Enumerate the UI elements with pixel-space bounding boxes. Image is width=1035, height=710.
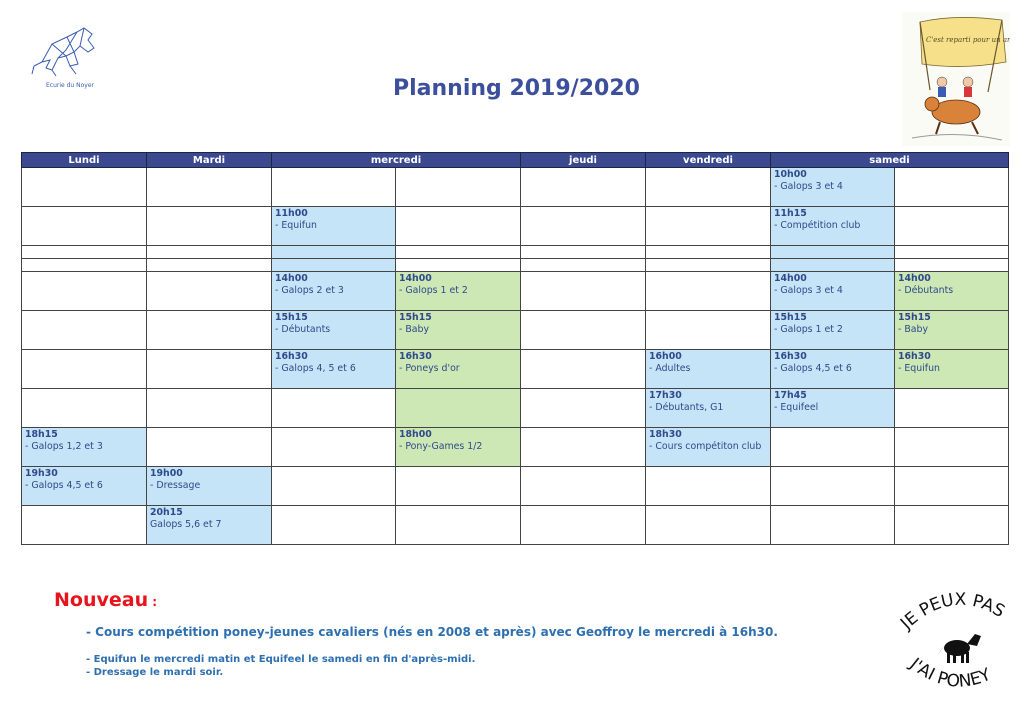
- session-description: Galops 5,6 et 7: [150, 519, 222, 530]
- session-description: - Galops 1,2 et 3: [25, 441, 103, 452]
- pony-cartoon-poster: [902, 12, 1010, 146]
- schedule-cell: [396, 389, 521, 428]
- pony-badge: [895, 588, 1020, 700]
- table-row: [22, 168, 1009, 207]
- schedule-cell: [272, 350, 396, 389]
- schedule-cell: [895, 467, 1009, 506]
- session-time: 11h00: [275, 208, 308, 219]
- session-time: 10h00: [774, 169, 807, 180]
- session-description: - Galops 1 et 2: [399, 285, 468, 296]
- schedule-cell: [396, 272, 521, 311]
- schedule-cell: [396, 207, 521, 246]
- column-header-mercredi: mercredi: [272, 153, 521, 168]
- session-time: 15h15: [399, 312, 432, 323]
- schedule-cell: [272, 428, 396, 467]
- schedule-cell: [22, 311, 147, 350]
- session-time: 16h30: [399, 351, 432, 362]
- column-header-vendredi: vendredi: [646, 153, 771, 168]
- schedule-cell: [147, 168, 272, 207]
- news-heading-text: Nouveau: [54, 589, 149, 611]
- schedule-cell: [396, 506, 521, 545]
- table-header-row: [22, 153, 1009, 168]
- session-description: - Cours compétiton club: [649, 441, 762, 452]
- schedule-cell: [771, 389, 895, 428]
- session-time: 19h00: [150, 468, 183, 479]
- schedule-cell: [396, 246, 521, 259]
- table-row: [22, 259, 1009, 272]
- schedule-cell: [895, 246, 1009, 259]
- schedule-cell: [272, 389, 396, 428]
- schedule-cell: [521, 350, 646, 389]
- schedule-cell: [22, 259, 147, 272]
- schedule-cell: [272, 311, 396, 350]
- session-time: 14h00: [774, 273, 807, 284]
- schedule-cell: [147, 272, 272, 311]
- schedule-cell: [22, 506, 147, 545]
- badge-bottom-text: J'AI PONEY: [905, 654, 994, 692]
- session-description: - Galops 2 et 3: [275, 285, 344, 296]
- schedule-cell: [895, 207, 1009, 246]
- news-heading-colon: :: [148, 595, 158, 609]
- table-row: [22, 207, 1009, 246]
- schedule-cell: [272, 168, 396, 207]
- schedule-cell: [272, 207, 396, 246]
- table-row: [22, 389, 1009, 428]
- table-row: [22, 467, 1009, 506]
- session-description: - Galops 4,5 et 6: [25, 480, 103, 491]
- schedule-cell: [646, 246, 771, 259]
- session-description: - Galops 3 et 4: [774, 285, 843, 296]
- session-time: 16h30: [275, 351, 308, 362]
- schedule-cell: [646, 389, 771, 428]
- schedule-cell: [521, 168, 646, 207]
- schedule-cell: [771, 168, 895, 207]
- pony-silhouette-icon: [937, 634, 981, 663]
- schedule-cell: [895, 311, 1009, 350]
- session-description: - Pony-Games 1/2: [399, 441, 483, 452]
- schedule-cell: [521, 389, 646, 428]
- session-time: 18h15: [25, 429, 58, 440]
- session-time: 16h30: [898, 351, 931, 362]
- schedule-cell: [646, 467, 771, 506]
- schedule-cell: [396, 259, 521, 272]
- schedule-cell: [396, 168, 521, 207]
- session-time: 15h15: [774, 312, 807, 323]
- schedule-cell: [646, 272, 771, 311]
- schedule-cell: [646, 259, 771, 272]
- session-time: 11h15: [774, 208, 807, 219]
- schedule-cell: [147, 350, 272, 389]
- schedule-cell: [22, 246, 147, 259]
- column-header-jeudi: jeudi: [521, 153, 646, 168]
- schedule-cell: [147, 506, 272, 545]
- schedule-cell: [521, 467, 646, 506]
- session-time: 14h00: [399, 273, 432, 284]
- schedule-cell: [646, 207, 771, 246]
- schedule-cell: [646, 506, 771, 545]
- schedule-cell: [22, 350, 147, 389]
- news-line-2: - Equifun le mercredi matin et Equifeel le samedi en fin d'après-midi.: [86, 654, 476, 665]
- table-row: [22, 350, 1009, 389]
- table-row: [22, 506, 1009, 545]
- logo-text: Ecurie du Noyer: [45, 82, 94, 89]
- schedule-cell: [521, 246, 646, 259]
- session-description: - Débutants: [898, 285, 954, 296]
- page-title: Planning 2019/2020: [393, 76, 640, 101]
- schedule-cell: [22, 207, 147, 246]
- schedule-cell: [646, 428, 771, 467]
- table-row: [22, 311, 1009, 350]
- schedule-cell: [521, 207, 646, 246]
- session-description: - Galops 4, 5 et 6: [275, 363, 356, 374]
- session-time: 14h00: [898, 273, 931, 284]
- schedule-cell: [521, 272, 646, 311]
- news-line-3: - Dressage le mardi soir.: [86, 667, 224, 678]
- schedule-cell: [895, 428, 1009, 467]
- schedule-cell: [147, 389, 272, 428]
- column-header-mardi: Mardi: [147, 153, 272, 168]
- session-description: - Adultes: [649, 363, 691, 374]
- schedule-cell: [22, 428, 147, 467]
- session-description: - Poneys d'or: [399, 363, 460, 374]
- svg-text:JE PEUX PAS: [896, 590, 1008, 634]
- news-line-1: - Cours compétition poney-jeunes cavaliers (nés en 2008 et après) avec Geoffroy le mercredi à 16h30.: [86, 625, 778, 639]
- session-time: 16h30: [774, 351, 807, 362]
- schedule-cell: [771, 311, 895, 350]
- session-time: 16h00: [649, 351, 682, 362]
- session-time: 14h00: [275, 273, 308, 284]
- column-header-samedi: samedi: [771, 153, 1009, 168]
- session-description: - Equifun: [898, 363, 940, 374]
- session-time: 15h15: [898, 312, 931, 323]
- schedule-cell: [272, 506, 396, 545]
- schedule-cell: [771, 272, 895, 311]
- session-time: 19h30: [25, 468, 58, 479]
- session-time: 18h00: [399, 429, 432, 440]
- schedule-cell: [396, 467, 521, 506]
- schedule-cell: [771, 506, 895, 545]
- schedule-cell: [147, 259, 272, 272]
- schedule-cell: [396, 350, 521, 389]
- session-description: - Equifeel: [774, 402, 819, 413]
- news-heading: [54, 589, 157, 611]
- schedule-cell: [771, 207, 895, 246]
- schedule-cell: [22, 168, 147, 207]
- schedule-cell: [771, 467, 895, 506]
- poster-text: C'est reparti pour un an: [926, 36, 1010, 44]
- schedule-cell: [895, 506, 1009, 545]
- schedule-cell: [147, 467, 272, 506]
- horse-logo-icon: [22, 22, 118, 82]
- session-description: - Equifun: [275, 220, 317, 231]
- badge-top-text: JE PEUX PAS: [896, 589, 1009, 634]
- table-row: [22, 246, 1009, 259]
- schedule-cell: [272, 246, 396, 259]
- session-time: 17h45: [774, 390, 807, 401]
- schedule-cell: [771, 259, 895, 272]
- table-row: [22, 428, 1009, 467]
- schedule-cell: [646, 350, 771, 389]
- schedule-cell: [272, 467, 396, 506]
- session-description: - Débutants, G1: [649, 402, 724, 413]
- schedule-cell: [272, 259, 396, 272]
- session-time: 17h30: [649, 390, 682, 401]
- schedule-cell: [521, 506, 646, 545]
- session-description: - Débutants: [275, 324, 331, 335]
- schedule-cell: [22, 467, 147, 506]
- session-description: - Galops 3 et 4: [774, 181, 843, 192]
- club-logo: [22, 22, 118, 98]
- schedule-cell: [895, 272, 1009, 311]
- session-description: - Dressage: [150, 480, 201, 491]
- session-time: 15h15: [275, 312, 308, 323]
- schedule-cell: [521, 428, 646, 467]
- schedule-cell: [895, 259, 1009, 272]
- table-row: [22, 272, 1009, 311]
- schedule-cell: [895, 168, 1009, 207]
- schedule-cell: [771, 350, 895, 389]
- schedule-cell: [771, 428, 895, 467]
- schedule-cell: [147, 311, 272, 350]
- session-description: - Galops 1 et 2: [774, 324, 843, 335]
- schedule-cell: [895, 350, 1009, 389]
- session-description: - Galops 4,5 et 6: [774, 363, 852, 374]
- session-description: - Compétition club: [774, 220, 861, 231]
- session-description: - Baby: [399, 324, 430, 335]
- schedule-cell: [521, 311, 646, 350]
- schedule-cell: [646, 168, 771, 207]
- schedule-cell: [147, 246, 272, 259]
- session-time: 20h15: [150, 507, 183, 518]
- session-description: - Baby: [898, 324, 929, 335]
- schedule-cell: [895, 389, 1009, 428]
- schedule-cell: [396, 428, 521, 467]
- schedule-cell: [147, 428, 272, 467]
- column-header-lundi: Lundi: [22, 153, 147, 168]
- schedule-cell: [396, 311, 521, 350]
- schedule-cell: [272, 272, 396, 311]
- schedule-cell: [22, 272, 147, 311]
- schedule-cell: [147, 207, 272, 246]
- schedule-cell: [771, 246, 895, 259]
- planning-table: [21, 152, 1009, 545]
- schedule-cell: [521, 259, 646, 272]
- schedule-cell: [646, 311, 771, 350]
- schedule-cell: [22, 389, 147, 428]
- session-time: 18h30: [649, 429, 682, 440]
